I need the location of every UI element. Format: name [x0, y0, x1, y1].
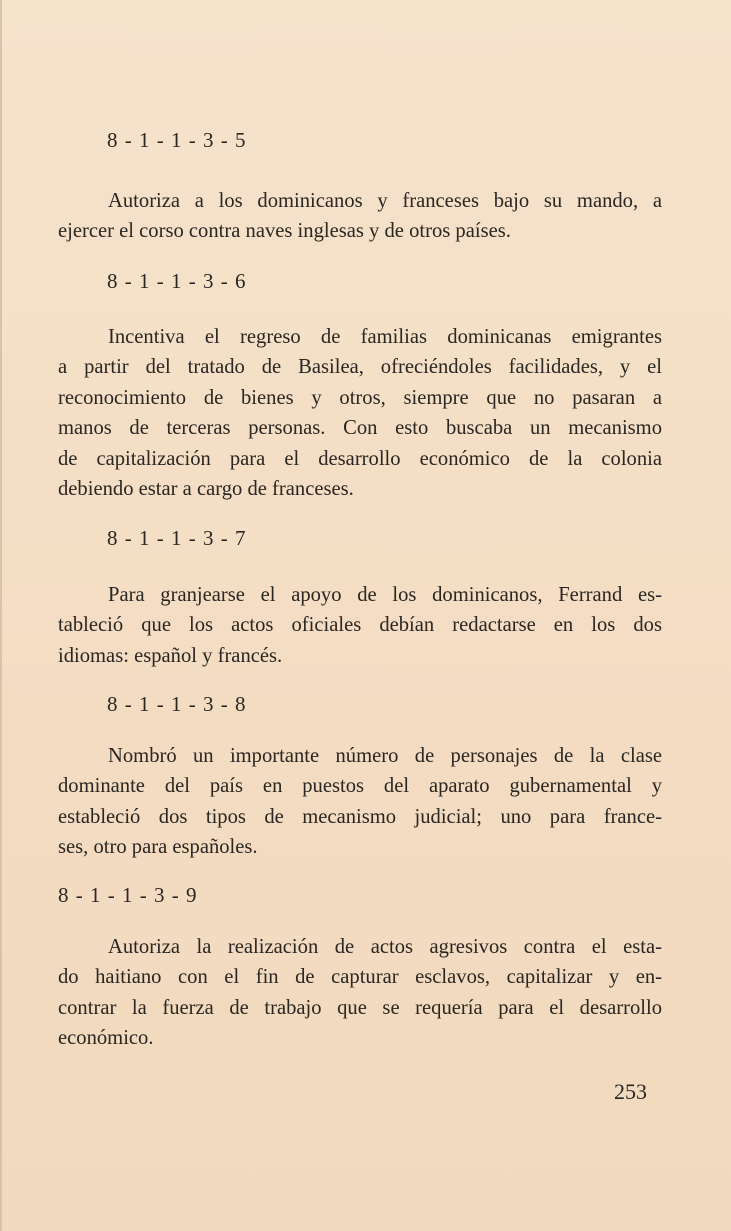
section-paragraph	[58, 186, 662, 247]
paragraph-line: de capitalización para el desarrollo económico de la colonia	[58, 447, 662, 470]
paragraph-line: idiomas: español y francés.	[58, 644, 283, 667]
section-paragraph	[58, 741, 662, 863]
section-paragraph	[58, 580, 662, 671]
paragraph-line: Autoriza a los dominicanos y franceses bajo su mando, a	[108, 190, 662, 212]
paragraph-line: reconocimiento de bienes y otros, siempre que no pasaran a	[58, 386, 662, 409]
paragraph-line: estableció dos tipos de mecanismo judicial; uno para france-	[58, 805, 662, 828]
paragraph-line: contrar la fuerza de trabajo que se requería para el desarrollo	[58, 996, 662, 1019]
paragraph-line: Nombró un importante número de personajes de la clase	[108, 745, 662, 767]
page-number: 253	[614, 1079, 647, 1104]
paragraph-line: ses, otro para españoles.	[58, 836, 258, 859]
section-code: 8 - 1 - 1 - 3 - 5	[107, 128, 247, 152]
paragraph-line: económico.	[58, 1027, 154, 1050]
paragraph-line: Para granjearse el apoyo de los dominicanos, Ferrand es-	[108, 584, 662, 606]
paragraph-line: Incentiva el regreso de familias dominicanas emigrantes	[108, 326, 662, 348]
paragraph-line: do haitiano con el fin de capturar esclavos, capitalizar y en-	[58, 966, 662, 989]
paragraph-line: a partir del tratado de Basilea, ofreciéndoles facilidades, y el	[58, 356, 662, 379]
paragraph-line: manos de terceras personas. Con esto buscaba un mecanismo	[58, 417, 662, 440]
section-code: 8 - 1 - 1 - 3 - 6	[107, 269, 247, 293]
paragraph-line: ejercer el corso contra naves inglesas y de otros países.	[58, 220, 511, 243]
section-code: 8 - 1 - 1 - 3 - 7	[107, 526, 247, 550]
paragraph-line: tableció que los actos oficiales debían redactarse en los dos	[58, 614, 662, 637]
section-code: 8 - 1 - 1 - 3 - 8	[107, 692, 247, 716]
section-paragraph	[58, 322, 662, 504]
paragraph-line: debiendo estar a cargo de franceses.	[58, 478, 354, 501]
paragraph-line: dominante del país en puestos del aparato gubernamental y	[58, 775, 662, 798]
paragraph-line: Autoriza la realización de actos agresivos contra el esta-	[108, 936, 662, 958]
section-paragraph	[58, 932, 662, 1054]
section-code: 8 - 1 - 1 - 3 - 9	[58, 883, 198, 907]
